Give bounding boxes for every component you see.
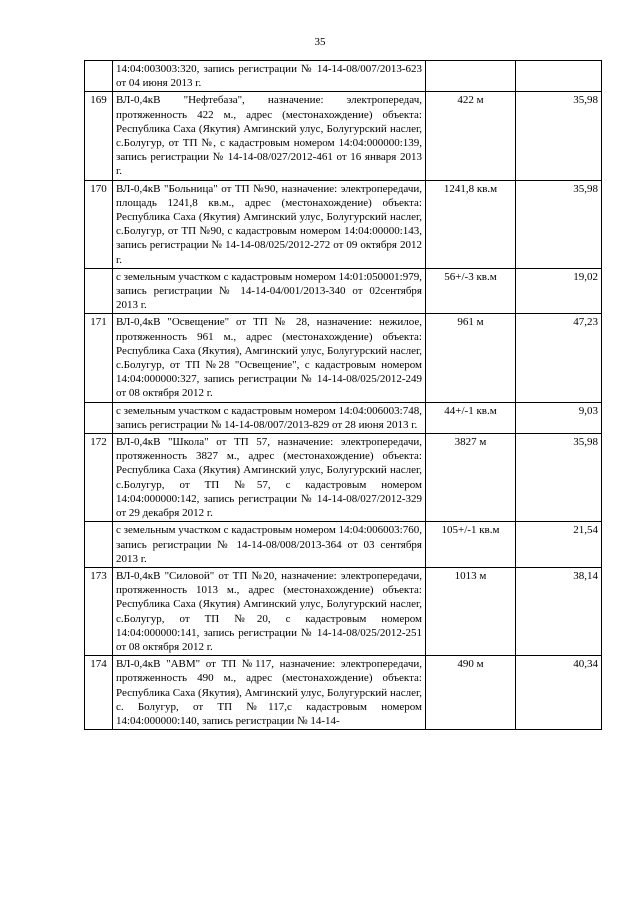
table-row bbox=[85, 567, 602, 655]
row-size bbox=[426, 61, 516, 92]
row-number: 169 bbox=[85, 92, 113, 180]
page-number: 35 bbox=[314, 36, 326, 48]
row-size: 3827 м bbox=[426, 434, 516, 522]
row-description: с земельным участком с кадастровым номером 14:04:006003:748, запись регистрации № 14-14-08/007/2013-829 от 28 июня 2013 г. bbox=[113, 402, 426, 433]
row-description: с земельным участком с кадастровым номером 14:01:050001:979, запись регистрации № 14-14-04/001/2013-340 от 02сентября 2013 г. bbox=[113, 268, 426, 314]
row-size: 56+/-3 кв.м bbox=[426, 268, 516, 314]
row-value bbox=[516, 61, 602, 92]
table-row bbox=[85, 61, 602, 92]
row-size: 1013 м bbox=[426, 567, 516, 655]
table-row bbox=[85, 656, 602, 730]
row-size: 422 м bbox=[426, 92, 516, 180]
row-number bbox=[85, 522, 113, 568]
table-row bbox=[85, 180, 602, 268]
row-number bbox=[85, 402, 113, 433]
row-value: 35,98 bbox=[516, 180, 602, 268]
row-description: ВЛ-0,4кВ "Силовой" от ТП №20, назначение: электропередачи, протяженность 1013 м., адрес (местонахождение) объекта: Республика Саха (Якутия) Амгинский улус, Болугурский наслег, с.Болугур, от ТП №20, с кадастровым номером 14:04:000000:141, запись регистрации № 14-14-08/025/2012-251 от 08 октября 2012 г. bbox=[113, 567, 426, 655]
row-description: ВЛ-0,4кВ "Нефтебаза", назначение: электропередач, протяженность 422 м., адрес (местонахождение) объекта: Республика Саха (Якутия) Амгинский улус, Болугурский наслег, с.Болугур, от ТП №, с кадастровым номером 14:04:000000:139, запись регистрации № 14-14-08/027/2012-461 от 16 января 2013 г. bbox=[113, 92, 426, 180]
row-number bbox=[85, 268, 113, 314]
row-description: ВЛ-0,4кВ "Освещение" от ТП № 28, назначение: нежилое, протяженность 961 м., адрес (местонахождение) объекта: Республика Саха (Якутия), Амгинский улус, Болугурский наслег, с.Болугур, от ТП №28 "Освещение", с кадастровым номером 14:04:000000:327, запись регистрации № 14-14-08/025/2012-249 от 08 октября 2012 г. bbox=[113, 314, 426, 402]
table-row bbox=[85, 92, 602, 180]
row-size: 44+/-1 кв.м bbox=[426, 402, 516, 433]
table-row bbox=[85, 402, 602, 433]
row-description: ВЛ-0,4кВ "АВМ" от ТП №117, назначение: электропередачи, протяженность 490 м., адрес (местонахождение) объекта: Республика Саха (Якутия), Амгинский улус, Болугурский наслег, с. Болугур, от ТП №117,с кадастровым номером 14:04:000000:140, запись регистрации № 14-14- bbox=[113, 656, 426, 730]
row-number: 173 bbox=[85, 567, 113, 655]
row-value: 40,34 bbox=[516, 656, 602, 730]
row-value: 38,14 bbox=[516, 567, 602, 655]
row-value: 47,23 bbox=[516, 314, 602, 402]
row-value: 9,03 bbox=[516, 402, 602, 433]
row-number: 170 bbox=[85, 180, 113, 268]
row-description: ВЛ-0,4кВ "Школа" от ТП 57, назначение: электропередачи, протяженность 3827 м., адрес (местонахождение) объекта: Республика Саха (Якутия) Амгинский улус, Болугурский наслег, с.Болугур, от ТП №57, с кадастровым номером 14:04:000000:142, запись регистрации № 14-14-08/027/2012-329 от 29 декабря 2012 г. bbox=[113, 434, 426, 522]
row-number: 172 bbox=[85, 434, 113, 522]
row-value: 35,98 bbox=[516, 434, 602, 522]
row-size: 105+/-1 кв.м bbox=[426, 522, 516, 568]
row-value: 19,02 bbox=[516, 268, 602, 314]
row-description: 14:04:003003:320, запись регистрации № 14-14-08/007/2013-623 от 04 июня 2013 г. bbox=[113, 61, 426, 92]
row-description: с земельным участком с кадастровым номером 14:04:006003:760, запись регистрации № 14-14-08/008/2013-364 от 03 сентября 2013 г. bbox=[113, 522, 426, 568]
row-size: 961 м bbox=[426, 314, 516, 402]
row-value: 35,98 bbox=[516, 92, 602, 180]
row-size: 1241,8 кв.м bbox=[426, 180, 516, 268]
table-row bbox=[85, 268, 602, 314]
property-registry-table bbox=[84, 60, 602, 730]
table-body bbox=[85, 61, 602, 730]
row-number: 171 bbox=[85, 314, 113, 402]
row-description: ВЛ-0,4кВ "Больница" от ТП №90, назначение: электропередачи, площадь 1241,8 кв.м., адрес (местонахождение) объекта: Республика Саха (Якутия) Амгинский улус, Болугурский наслег, с.Болугур, от ТП №90, с кадастровым номером 14:04:00000:143, запись регистрации № 14-14-08/025/2012-272 от 09 октября 2012 г. bbox=[113, 180, 426, 268]
table-row bbox=[85, 434, 602, 522]
table-row bbox=[85, 522, 602, 568]
row-number: 174 bbox=[85, 656, 113, 730]
table-row bbox=[85, 314, 602, 402]
row-size: 490 м bbox=[426, 656, 516, 730]
row-value: 21,54 bbox=[516, 522, 602, 568]
row-number bbox=[85, 61, 113, 92]
